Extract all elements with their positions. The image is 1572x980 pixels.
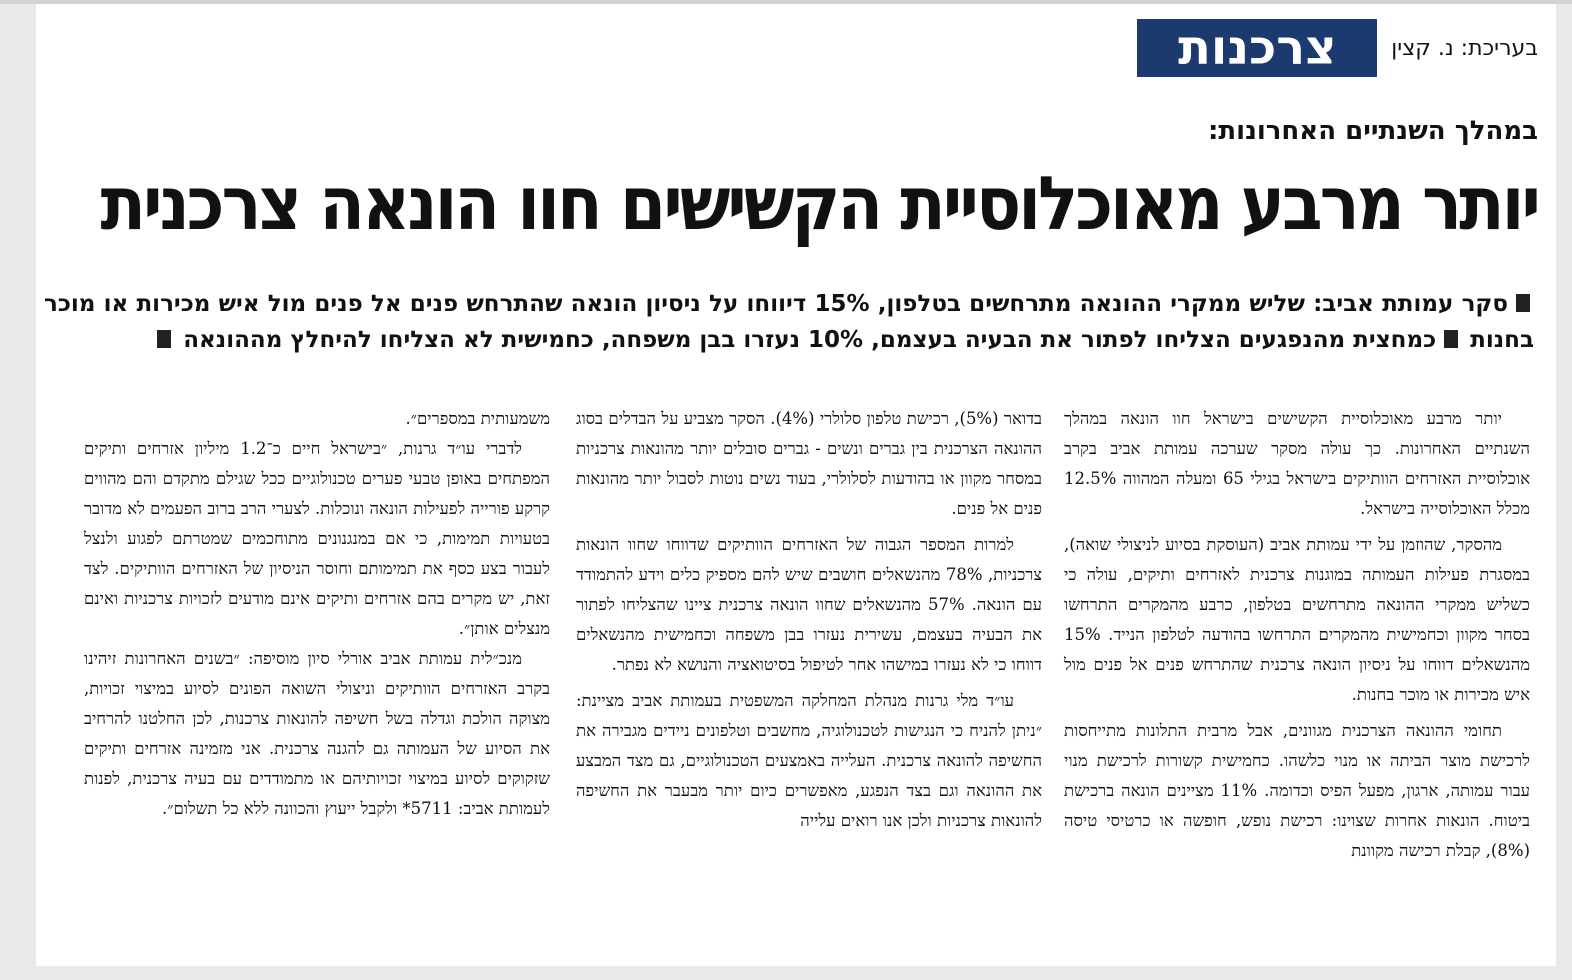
paragraph: לדברי עו״ד גרנות, ״בישראל חיים כ־1.2 מיליון אזרחים ותיקים המפתחים באופן טבעי פערים טכנולוגיים ככל שגילם מתקדם והם מהווים קרקע פורייה לפעילות הונאה ונוכלות. לצערי הרב ברוב הפעמים לא מדובר בטעויות תמימות, כי אם במנגנונים מתוחכמים שמטרתם לפגוע ולנצל לעבור בצע כסף את תמימותם וחוסר הניסיון של האזרחים הוותיקים. לצד זאת, יש מקרים בהם אזרחים ותיקים אינם מודעים לזכויות צרכניות ואינם מנצלים אותן״. [84,439,550,638]
paragraph: תחומי ההונאה הצרכנית מגוונים, אבל מרבית התלונות מתייחסות לרכישת מוצר הביתה או מנוי כלשהו. כחמישית קשורות לרכישת מנוי עבור עמותה, ארגון, מפעל הפיס וכדומה. 11% מציינים הונאה ברכישת ביטוח. הונאות אחרות שצוינו: רכישת נופש, חופשה או כרטיסי טיסה (8%), קבלת רכישה מקוונת [1064,721,1531,860]
article-column-1 [1064,404,1530,866]
article-column-2 [576,404,1042,836]
paragraph: בדואר (5%), רכישת טלפון סלולרי (4%). הסקר מצביע על הבדלים בסוג ההונאה הצרכנית בין גברים ונשים - גברים סובלים יותר מהונאות צרכניות במסחר מקוון או בהודעות לסלולרי, בעוד נשים נוטות לסבול יותר מהונאות פנים אל פנים. [576,409,1042,518]
section-header [1137,18,1538,78]
deck [44,286,1534,358]
square-bullet-icon [1444,330,1458,348]
paragraph: מנכ״לית עמותת אביב אורלי סיון מוסיפה: ״בשנים האחרונות זיהינו בקרב האזרחים הוותיקים וניצולי השואה הפונים לסיוע במיצוי זכויות, מצוקה הולכת וגדלה בשל חשיפה להונאות צרכנות, לכן החלטנו להרחיב את הסיוע של העמותה גם להגנה צרכנית. אני מזמינה אזרחים ותיקים שזקוקים לסיוע במיצוי זכויותיהם או מתמודדים עם בעיה צרכנית, לפנות לעמותת אביב: 5711* ולקבל ייעוץ והכוונה ללא כל תשלום״. [84,649,550,818]
deck-part-2: כמחצית מהנפגעים הצליחו לפתור את הבעיה בעצמם, 10% נעזרו בבן משפחה, כחמישית לא הצליחו להיחלץ מההונאה [183,327,1437,353]
paragraph: מהסקר, שהוזמן על ידי עמותת אביב (העוסקת בסיוע לניצולי שואה), במסגרת פעילות העמותה במוגנות צרכנית לאזרחים ותיקים, עולה כי כשליש ממקרי ההונאה מתרחשים בטלפון, כרבע מהמקרים התרחשו בסחר מקוון וכחמישית מהמקרים התרחשו בהודעה לטלפון הנייד. 15% מהנשאלים דווחו על ניסיון הונאה צרכנית שהתרחש פנים אל פנים מול איש מכירות או מוכר בחנות. [1064,535,1530,704]
square-bullet-icon [157,330,171,348]
editor-credit: בעריכת: נ. קצין [1391,35,1538,61]
paragraph: יותר מרבע מאוכלוסיית הקשישים בישראל חוו הונאה במהלך השנתיים האחרונות. כך עולה מסקר שערכה עמותת אביב בקרב אוכלוסיית האזרחים הוותיקים בישראל בגילי 65 ומעלה המהווה 12.5% מכלל האוכלוסייה בישראל. [1064,409,1530,518]
square-bullet-icon [1516,294,1530,312]
paragraph: עו״ד מלי גרנות מנהלת המחלקה המשפטית בעמותת אביב מציינת: ״ניתן להניח כי הנגישות לטכנולוגיה, מחשבים וטלפונים ניידים מגבירה את החשיפה להונאה צרכנית. העלייה באמצעים הטכנולוגיים, גם מצד המבצע את ההונאה וגם בצד הנפגע, מאפשרים כיום יותר מבעבר את החשיפה להונאות צרכניות ולכן אנו רואים עלייה [576,691,1042,830]
newspaper-page [36,4,1556,966]
section-label: צרכנות [1137,19,1377,77]
headline: יותר מרבע מאוכלוסיית הקשישים חוו הונאה צרכנית [100,161,1538,247]
kicker: במהלך השנתיים האחרונות: [1207,116,1538,146]
paragraph: למרות המספר הגבוה של האזרחים הוותיקים שדווחו שחוו הונאות צרכניות, 78% מהנשאלים חושבים שיש להם מספיק כלים וידע להתמודד עם הונאה. 57% מהנשאלים שחוו הונאה צרכנית ציינו שהצליחו לפתור את הבעיה בעצמם, עשירית נעזרו בבן משפחה וכחמישית מהנשאלים דווחו כי לא נעזרו במישהו אחר לטיפול בסיטואציה והנושא לא נפתר. [576,535,1043,674]
paragraph: משמעותית במספרים״. [405,409,550,428]
article-column-3 [84,404,550,824]
deck-part-1: סקר עמותת אביב: שליש ממקרי ההונאה מתרחשים בטלפון, 15% דיווחו על ניסיון הונאה שהתרחש פנים אל פנים מול איש מכירות או מוכר בחנות [44,291,1534,353]
